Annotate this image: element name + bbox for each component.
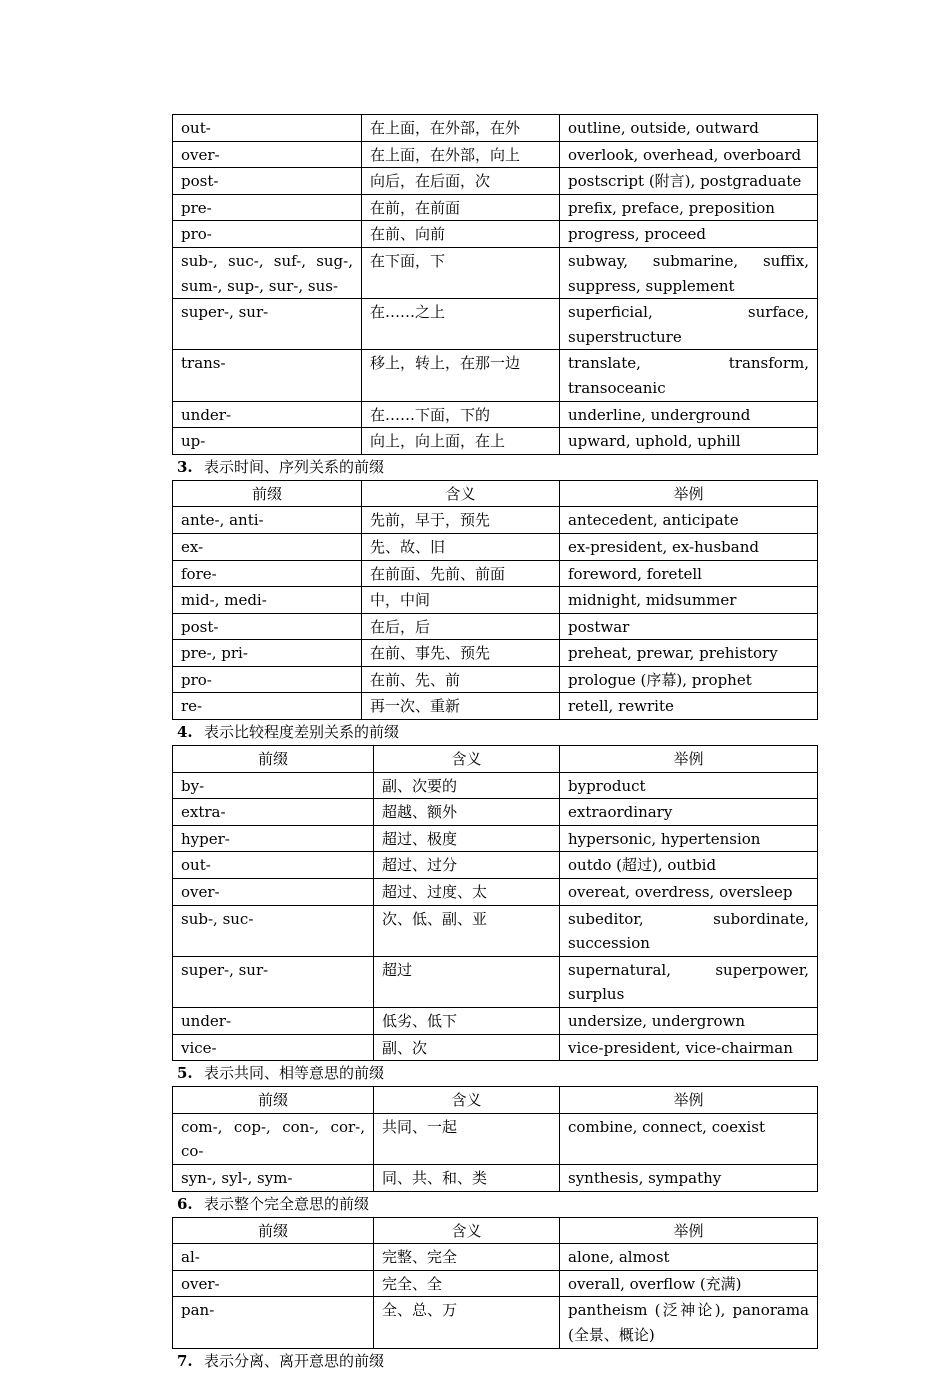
cell-meaning: 超越、额外 (374, 799, 560, 826)
table-row (173, 115, 818, 142)
cell-meaning: 共同、一起 (374, 1113, 560, 1164)
table-row (173, 1164, 818, 1191)
cell-meaning: 超过 (374, 956, 560, 1007)
section-heading-5 (172, 1061, 817, 1086)
section-title: 表示共同、相等意思的前缀 (204, 1064, 385, 1083)
cell-prefix: post- (173, 613, 362, 640)
cell-meaning: 在前、事先、预先 (362, 640, 560, 667)
section-title: 表示整个完全意思的前缀 (204, 1194, 370, 1213)
prefix-table-location (172, 114, 818, 455)
section-title: 表示时间、序列关系的前缀 (204, 457, 385, 476)
cell-prefix: up- (173, 428, 362, 455)
cell-prefix: fore- (173, 560, 362, 587)
header-example: 举例 (560, 746, 818, 773)
document-page (172, 114, 817, 1374)
cell-meaning: 超过、过分 (374, 852, 560, 879)
cell-prefix: ex- (173, 533, 362, 560)
table-header-row (173, 746, 818, 773)
cell-meaning: 中，中间 (362, 587, 560, 614)
cell-meaning: 在下面，下 (362, 247, 560, 298)
section-number: 6. (177, 1194, 193, 1213)
cell-prefix: post- (173, 168, 362, 195)
table-row (173, 1113, 818, 1164)
table-row (173, 1034, 818, 1061)
header-prefix: 前缀 (173, 1217, 374, 1244)
cell-example: ex-president, ex-husband (560, 533, 818, 560)
section-heading-3 (172, 455, 817, 480)
cell-meaning: 在前面、先前、前面 (362, 560, 560, 587)
cell-example: subeditor, subordinate, succession (560, 905, 818, 956)
section-number: 4. (177, 723, 193, 742)
prefix-table-time (172, 480, 818, 720)
prefix-table-whole (172, 1217, 818, 1349)
cell-meaning: 次、低、副、亚 (374, 905, 560, 956)
cell-meaning: 在前、先、前 (362, 666, 560, 693)
section-number: 3. (177, 457, 193, 476)
cell-prefix: com-, cop-, con-, cor-, co- (173, 1113, 374, 1164)
cell-prefix: hyper- (173, 825, 374, 852)
cell-example: synthesis, sympathy (560, 1164, 818, 1191)
table-row (173, 1244, 818, 1271)
table-row (173, 247, 818, 298)
cell-prefix: super-, sur- (173, 299, 362, 350)
section-heading-4 (172, 720, 817, 745)
cell-meaning: 全、总、万 (374, 1297, 560, 1348)
section-number: 7. (177, 1351, 193, 1370)
cell-meaning: 同、共、和、类 (374, 1164, 560, 1191)
cell-prefix: under- (173, 401, 362, 428)
cell-prefix: under- (173, 1008, 374, 1035)
cell-prefix: al- (173, 1244, 374, 1271)
cell-example: progress, proceed (560, 221, 818, 248)
section-number: 5. (177, 1064, 193, 1083)
cell-prefix: pro- (173, 221, 362, 248)
table-row (173, 1297, 818, 1348)
table-row (173, 772, 818, 799)
cell-prefix: ante-, anti- (173, 507, 362, 534)
cell-prefix: vice- (173, 1034, 374, 1061)
table-row (173, 350, 818, 401)
prefix-table-comparison (172, 745, 818, 1061)
table-row (173, 401, 818, 428)
cell-prefix: out- (173, 852, 374, 879)
cell-example: postwar (560, 613, 818, 640)
header-prefix: 前缀 (173, 480, 362, 507)
cell-meaning: 在前、向前 (362, 221, 560, 248)
cell-prefix: super-, sur- (173, 956, 374, 1007)
cell-prefix: pro- (173, 666, 362, 693)
cell-prefix: re- (173, 693, 362, 720)
cell-example: outline, outside, outward (560, 115, 818, 142)
cell-example: alone, almost (560, 1244, 818, 1271)
cell-prefix: sub-, suc- (173, 905, 374, 956)
cell-meaning: 在……下面，下的 (362, 401, 560, 428)
cell-example: undersize, undergrown (560, 1008, 818, 1035)
cell-example: overall, overflow (充满) (560, 1270, 818, 1297)
section-title: 表示比较程度差别关系的前缀 (204, 723, 400, 742)
table-row (173, 428, 818, 455)
table-row (173, 852, 818, 879)
cell-meaning: 向后，在后面，次 (362, 168, 560, 195)
cell-example: superficial, surface, superstructure (560, 299, 818, 350)
cell-example: overeat, overdress, oversleep (560, 879, 818, 906)
cell-meaning: 完全、全 (374, 1270, 560, 1297)
cell-prefix: over- (173, 1270, 374, 1297)
section-heading-7 (172, 1349, 817, 1374)
cell-prefix: trans- (173, 350, 362, 401)
table-row (173, 587, 818, 614)
cell-example: pantheism (泛神论), panorama (全景、概论) (560, 1297, 818, 1348)
table-row (173, 693, 818, 720)
section-heading-6 (172, 1192, 817, 1217)
cell-meaning: 副、次 (374, 1034, 560, 1061)
cell-meaning: 移上，转上，在那一边 (362, 350, 560, 401)
cell-example: upward, uphold, uphill (560, 428, 818, 455)
table-row (173, 533, 818, 560)
section-title: 表示分离、离开意思的前缀 (204, 1351, 385, 1370)
cell-example: prologue (序幕), prophet (560, 666, 818, 693)
cell-meaning: 在上面，在外部，在外 (362, 115, 560, 142)
cell-example: retell, rewrite (560, 693, 818, 720)
cell-example: combine, connect, coexist (560, 1113, 818, 1164)
cell-meaning: 在后，后 (362, 613, 560, 640)
cell-prefix: sub-, suc-, suf-, sug-, sum-, sup-, sur-, sus- (173, 247, 362, 298)
cell-example: overlook, overhead, overboard (560, 141, 818, 168)
cell-example: extraordinary (560, 799, 818, 826)
header-example: 举例 (560, 1087, 818, 1114)
cell-example: vice-president, vice-chairman (560, 1034, 818, 1061)
cell-example: midnight, midsummer (560, 587, 818, 614)
cell-meaning: 完整、完全 (374, 1244, 560, 1271)
table-row (173, 168, 818, 195)
cell-example: hypersonic, hypertension (560, 825, 818, 852)
cell-meaning: 再一次、重新 (362, 693, 560, 720)
cell-example: underline, underground (560, 401, 818, 428)
prefix-table-common (172, 1086, 818, 1191)
table-header-row (173, 1217, 818, 1244)
cell-prefix: pre- (173, 194, 362, 221)
table-row (173, 507, 818, 534)
cell-example: translate, transform, transoceanic (560, 350, 818, 401)
table-row (173, 879, 818, 906)
table-header-row (173, 1087, 818, 1114)
cell-prefix: pre-, pri- (173, 640, 362, 667)
table-row (173, 825, 818, 852)
cell-example: subway, submarine, suffix, suppress, supplement (560, 247, 818, 298)
table-row (173, 666, 818, 693)
cell-prefix: mid-, medi- (173, 587, 362, 614)
table-row (173, 141, 818, 168)
cell-example: preheat, prewar, prehistory (560, 640, 818, 667)
cell-meaning: 向上，向上面，在上 (362, 428, 560, 455)
table-row (173, 956, 818, 1007)
table-row (173, 221, 818, 248)
cell-meaning: 在前，在前面 (362, 194, 560, 221)
header-example: 举例 (560, 1217, 818, 1244)
cell-example: postscript (附言), postgraduate (560, 168, 818, 195)
table-row (173, 299, 818, 350)
cell-example: prefix, preface, preposition (560, 194, 818, 221)
header-prefix: 前缀 (173, 1087, 374, 1114)
cell-example: foreword, foretell (560, 560, 818, 587)
table-row (173, 799, 818, 826)
cell-meaning: 在上面，在外部，向上 (362, 141, 560, 168)
cell-meaning: 超过、过度、太 (374, 879, 560, 906)
table-row (173, 613, 818, 640)
cell-meaning: 低劣、低下 (374, 1008, 560, 1035)
cell-meaning: 先、故、旧 (362, 533, 560, 560)
cell-prefix: over- (173, 141, 362, 168)
header-prefix: 前缀 (173, 746, 374, 773)
table-row (173, 1008, 818, 1035)
cell-prefix: over- (173, 879, 374, 906)
table-row (173, 560, 818, 587)
cell-example: byproduct (560, 772, 818, 799)
table-row (173, 640, 818, 667)
header-meaning: 含义 (374, 746, 560, 773)
table-row (173, 1270, 818, 1297)
cell-example: outdo (超过), outbid (560, 852, 818, 879)
cell-example: antecedent, anticipate (560, 507, 818, 534)
cell-meaning: 先前，早于，预先 (362, 507, 560, 534)
cell-prefix: out- (173, 115, 362, 142)
table-row (173, 194, 818, 221)
cell-meaning: 在……之上 (362, 299, 560, 350)
cell-prefix: by- (173, 772, 374, 799)
cell-example: supernatural, superpower, surplus (560, 956, 818, 1007)
table-header-row (173, 480, 818, 507)
cell-meaning: 副、次要的 (374, 772, 560, 799)
table-row (173, 905, 818, 956)
header-meaning: 含义 (362, 480, 560, 507)
cell-meaning: 超过、极度 (374, 825, 560, 852)
cell-prefix: extra- (173, 799, 374, 826)
cell-prefix: pan- (173, 1297, 374, 1348)
header-meaning: 含义 (374, 1087, 560, 1114)
cell-prefix: syn-, syl-, sym- (173, 1164, 374, 1191)
header-meaning: 含义 (374, 1217, 560, 1244)
header-example: 举例 (560, 480, 818, 507)
